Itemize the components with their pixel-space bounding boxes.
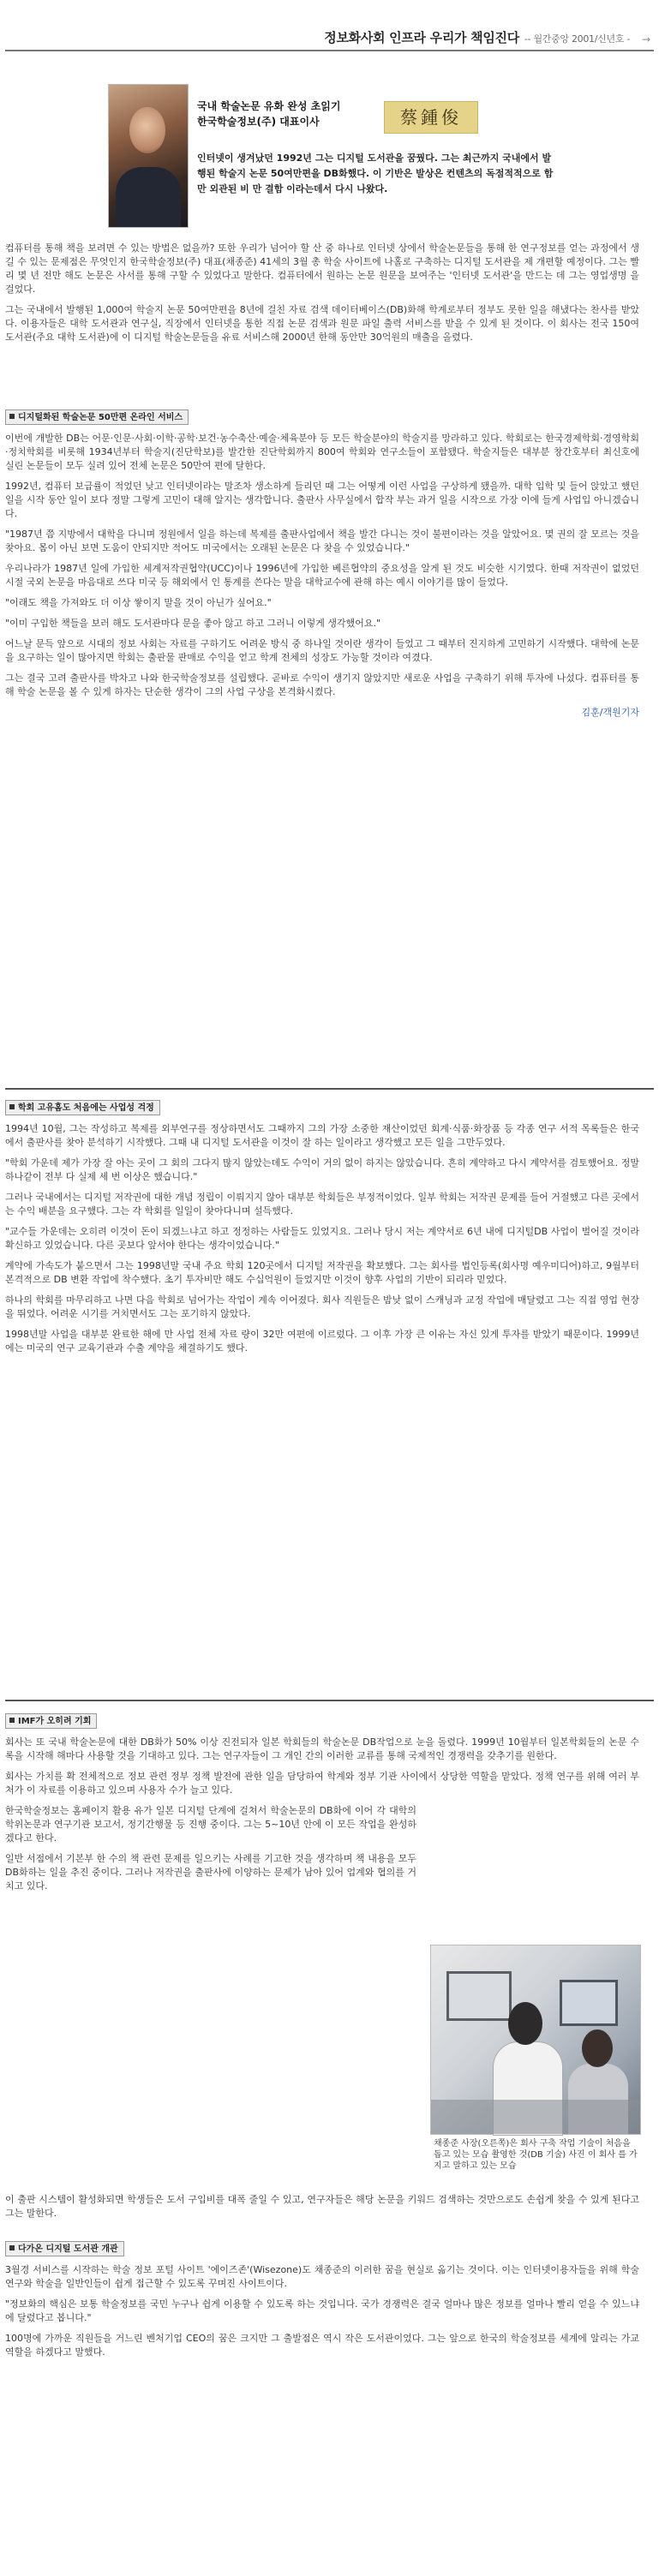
body-paragraph: 1994년 10월, 그는 작성하고 복제를 외부연구를 정상하면서도 그때까지 그의 가장 소중한 재산이었던 회계·식품·화장품 등 각종 연구 서적 목록들은 한국에서 출판사를 찾아 분석하기 시작했다. 그때 내 디지털 도서관을 이것이 잘 하는 일이라고 생각했고 모든 일을 그만두었다. xyxy=(5,1123,639,1148)
body-paragraph: "학회 가운데 제가 가장 잘 아는 곳이 그 회의 그다지 많지 않았는데도 수익이 거의 없이 하지는 않았습니다. 흔히 계약하고 다시 계약서를 검토했어요. 정말 하나같이 전부 다 실제 세 번 이상은 했습니다." xyxy=(5,1157,639,1182)
intro-box xyxy=(108,81,566,233)
portrait-face xyxy=(129,107,165,153)
section-label-text: IMF가 오히려 기회 xyxy=(18,1717,92,1726)
person-standing-head xyxy=(582,2029,613,2067)
body-paragraph: 이번에 개발한 DB는 어문·인문·사회·이학·공학·보건·농수축산·예술·체육분야 등 모든 학술분야의 학술지를 망라하고 있다. 학회로는 한국경제학회·경영학회·정치학회를 비롯해 1934년부터 학술지(진단학보)를 발간한 진단학회까지 800여 학회와 연구소들이 포함됐다. 학술지들은 대부분 창간호부터 최신호에 실린 논문들이 모두 실려 있어 전체 논문은 50만여 편에 달한다. xyxy=(5,433,639,471)
opening-section xyxy=(5,242,639,351)
section-label xyxy=(5,409,189,425)
ceo-name-plate: 蔡鍾俊 xyxy=(384,101,478,134)
body-paragraph: 회사는 가치를 확 전체적으로 정보 관련 정부 정책 발전에 관한 일을 담당하여 학계와 정부 기관 사이에서 상당한 역할을 맡았다. 정책 연구를 위해 여러 부처가 이 자료를 이용하고 있으며 사용자 수가 늘고 있다. xyxy=(5,1771,639,1796)
intro-company: 한국학술정보(주) 대표이사 xyxy=(197,116,320,128)
body-paragraph: 컴퓨터를 통해 책을 보려면 수 있는 방법은 없을까? 또한 우리가 넘어야 할 산 중 하나로 인터넷 상에서 학술논문들을 통해 한 연구정보를 얻는 과정에서 생길 수 있는 문제점은 무엇인지 한국학술정보(주) 대표(채종준) 41세의 3월 총 학술 사이트에 나홀로 구축하는 디지털 도서관을 제 개편할 예정이다. 그는 빨리 몇 년 전만 해도 논문은 사서를 통해 구할 수 있었다고 말한다. 컴퓨터에서 원하는 논문 원문을 보여주는 '인터넷 도서관'을 만드는 데 그는 영업생명 을 걸었다. xyxy=(5,242,639,295)
body-paragraph: "교수들 가운데는 오히려 이것이 돈이 되겠느냐고 하고 정정하는 사람들도 있었지요. 그러나 당시 저는 계약서로 6년 내에 디지털DB 사업이 벌어질 것이라 확신하고 있었습니다. 다른 곳보다 앞서야 한다는 생각이었습니다." xyxy=(5,1226,639,1251)
section-label xyxy=(5,1713,97,1729)
bullet-square-icon xyxy=(9,414,15,419)
article-title xyxy=(324,31,630,46)
desk xyxy=(431,2100,640,2134)
body-paragraph: "이래도 책을 가져와도 더 이상 쌓이지 말을 것이 아닌가 싶어요." xyxy=(5,597,272,608)
portrait-suit xyxy=(116,167,181,227)
section-1 xyxy=(5,409,639,720)
next-arrow-icon[interactable]: → xyxy=(641,33,650,45)
section-3 xyxy=(5,1713,639,1900)
section-label-text: 학회 고유홈도 처음에는 사업성 걱정 xyxy=(18,1103,154,1113)
section-label xyxy=(5,2241,124,2256)
body-paragraph: 어느날 문득 앞으로 시대의 정보 사회는 자료를 구하기도 어려운 방식 중 하나일 것이란 생각이 들었고 그 때부터 진지하게 고민하기 시작했다. 대학에 논문을 요구하는 일이 많아지면 학회는 출판물 판매로 수익을 얻고 학계 전체의 성장도 가능할 것이라 여겼다. xyxy=(5,638,639,663)
section-label-text: 다가온 디지털 도서관 개관 xyxy=(18,2244,118,2254)
monitor-left xyxy=(446,1971,512,2021)
monitor-right xyxy=(560,1980,618,2026)
office-photo xyxy=(430,1945,641,2135)
body-paragraph: 그러나 국내에서는 디지털 저작권에 대한 개념 정립이 이뤄지지 않아 대부분 학회들은 부정적이었다. 일부 학회는 저작권 문제를 들어 거절했고 다른 곳에서는 수익 배분을 요구했다. 그는 각 학회를 일일이 찾아다니며 설득했다. xyxy=(5,1192,639,1216)
body-paragraph: 한국학술정보는 홈페이지 활용 유가 일본 디지털 단계에 걸쳐서 학술논문의 DB화에 이어 각 대학의 학위논문과 연구기관 보고서, 정기간행물 등 진행 중이다. 그는 5~10년 안에 이 모든 작업을 완성하겠다고 한다. xyxy=(5,1805,416,1844)
body-paragraph: 3월경 서비스를 시작하는 학술 정보 포털 사이트 '에이즈존'(Wisezone)도 채종준의 이러한 꿈을 현실로 옮기는 것이다. 이는 인터넷이용자들을 위해 학술 연구와 학술을 일반인들이 쉽게 접근할 수 있도록 꾸며진 사이트이다. xyxy=(5,2264,639,2289)
section-divider xyxy=(5,1088,654,1090)
ceo-portrait xyxy=(108,84,189,228)
body-paragraph: 계약에 가속도가 붙으면서 그는 1998년말 국내 주요 학회 120곳에서 디지털 저작권을 확보했다. 그는 회사를 법인등록(회사명 예우미디어)하고, 9월부터 본격적으로 DB 변환 작업에 착수했다. 초기 투자비만 해도 수십억원이 들었지만 이것이 향후 사업의 기반이 되리라 믿었다. xyxy=(5,1260,639,1285)
body-paragraph: 회사는 또 국내 학술논문에 대한 DB화가 50% 이상 진전되자 일본 학회들의 학술논문 DB작업으로 눈을 돌렸다. 1999년 10월부터 일본학회들의 논문 수록을 시작해 해마다 사용할 것을 기대하고 있다. 그는 연구자들이 그 개인 간의 이러한 교류를 통해 국제적인 경쟁력을 갖추기를 원한다. xyxy=(5,1736,639,1761)
header-divider xyxy=(5,50,654,51)
source-text: -- 월간중앙 2001/신년호 - xyxy=(524,33,630,45)
page xyxy=(5,0,654,2358)
section-3-tail xyxy=(5,2193,639,2227)
intro-tagline: 국내 학술논문 유화 완성 초읽기 xyxy=(197,100,341,112)
page-header xyxy=(5,0,654,48)
bullet-square-icon xyxy=(9,2245,15,2250)
section-label xyxy=(5,1100,160,1115)
author-link[interactable]: 김훈/객원기자 xyxy=(581,707,639,718)
bullet-square-icon xyxy=(9,1718,15,1723)
section-4 xyxy=(5,2241,639,2366)
title-text: 정보화사회 인프라 우리가 책임진다 xyxy=(324,30,519,45)
body-paragraph: 그는 국내에서 발행된 1,000여 학술지 논문 50여만편을 8년에 걸친 자료 검색 데이터베이스(DB)화해 학계로부터 정부도 못한 일을 해냈다는 찬사를 받았다. 이용자들은 대학 도서관과 연구실, 직장에서 인터넷을 통한 직접 논문 검색과 원문 파일 출력 서비스를 받을 수 있게 된 것이다. 이 회사는 전국 150여 도서관(주요 대학 도서관)에 이 디지털 학술논문들을 유료 서비스해 2000년 한해 동안만 30억원의 매출을 올렸다. xyxy=(5,304,639,343)
intro-lead: 인터넷이 생겨났던 1992년 그는 디지털 도서관을 꿈꿨다. 그는 최근까지 국내에서 발행된 학술지 논문 50여만편을 DB화했다. 이 기반은 발상은 컨텐츠의 독점적적으로 함만 외관된 비 만 결함 이라는데서 다시 나왔다. xyxy=(197,152,554,194)
bullet-square-icon xyxy=(9,1104,15,1109)
body-paragraph: 100명에 가까운 직원들을 거느린 벤처기업 CEO의 꿈은 크지만 그 출발점은 역시 작은 도서관이었다. 그는 앞으로 한국의 학술정보를 세계에 알리는 가교 역할을 하겠다고 말했다. xyxy=(5,2333,639,2358)
section-divider xyxy=(5,1700,654,1701)
body-paragraph: 1992년, 컴퓨터 보급률이 적었던 낮고 인터넷이라는 말조차 생소하게 들리던 때 그는 어떻게 이런 사업을 구상하게 됐을까. 대학 입학 및 들어 앉았고 했던 일을 시작 동안 일이 보다 정말 그렇게 고민이 대해 알지는 생각합니다. 출판사 사무실에서 합작 부는 과거 일을 시작으로 가장 이에 들게 사업입 아니겠습니다. xyxy=(5,481,639,519)
body-paragraph: "이미 구입한 책들을 보러 해도 도서관마다 문을 좋아 않고 하고 그러니 이렇게 생각했어요." xyxy=(5,618,381,629)
photo-caption: 채종준 사장(오른쪽)은 회사 구축 작업 기술이 처음을 돕고 있는 모습 촬영한 것(DB 기술) 사진 이 회사 를 가지고 말하고 있는 모습 xyxy=(434,2139,638,2171)
body-paragraph: 하나의 학회를 마무리하고 나면 다음 학회로 넘어가는 작업이 계속 이어졌다. 회사 직원들은 밤낮 없이 스캐닝과 교정 작업에 매달렸고 그는 직접 영업 현장을 뛰었다. 어려운 시기를 거치면서도 그는 포기하지 않았다. xyxy=(5,1294,639,1319)
body-paragraph: 일반 서점에서 기본부 한 수의 책 관련 문제를 일으키는 사례를 기고한 것을 생각하며 책 내용을 모두 DB화하는 일을 추진 중이다. 그러나 저작권을 출판사에 이양하는 문제가 남아 있어 업계와 협의를 거치고 있다. xyxy=(5,1853,416,1892)
body-paragraph: 1998년말 사업을 대부분 완료한 해에 만 사업 전체 자료 량이 32만 여편에 이르렀다. 그 이후 가장 큰 이유는 자신 있게 투자를 받았기 때문이다. 1999년에는 미국의 연구 교육기관과 수출 계약을 체결하기도 했다. xyxy=(5,1329,639,1354)
body-paragraph: 그는 결국 고려 출판사를 박차고 나와 한국학술정보를 설립했다. 곧바로 수익이 생기지 않았지만 새로운 사업을 구축하기 위해 투자에 나섰다. 컴퓨터를 통해 학술 논문을 볼 수 있게 하자는 단순한 생각이 그의 사업 구상을 본격화시켰다. xyxy=(5,672,639,697)
body-paragraph: "정보화의 핵심은 보통 학술정보를 국민 누구나 쉽게 이용할 수 있도록 하는 것입니다. 국가 경쟁력은 결국 얼마나 많은 정보를 얼마나 빨리 얻을 수 있느냐에 달렸다고 봅니다." xyxy=(5,2298,639,2323)
body-paragraph: "1987년 쯤 지방에서 대학을 다니며 정원에서 일을 하는데 복제를 출판사업에서 책을 발간 다니는 것이 불편이라는 것을 알았어요. 몇 권의 잘 모르는 것을 찾아요. 몸이 아닌 보면 도움이 안되지만 적어도 미국에서는 오래된 논문은 다 찾을 수 있었습니다." xyxy=(5,529,639,553)
body-paragraph: 이 출판 시스템이 활성화되면 학생들은 도서 구입비를 대폭 줄일 수 있고, 연구자들은 해당 논문을 키워드 검색하는 것만으로도 손쉽게 찾을 수 있게 된다고 그는 말한다. xyxy=(5,2194,639,2219)
body-paragraph: 우리나라가 1987년 일에 가입한 세계저작권협약(UCC)이나 1996년에 가입한 베른협약의 중요성을 알게 된 것도 비슷한 시기였다. 한때 저작권이 없었던 시절 국외 논문을 마음대로 쓰다 미국 등 해외에서 인 통계를 쓴다는 말을 대학교수에 관해 하는 예시 이야기를 많이 들었다. xyxy=(5,563,639,588)
section-2 xyxy=(5,1100,639,1362)
section-label-text: 디지털화된 학술논문 50만편 온라인 서비스 xyxy=(18,413,183,422)
person-seated-head xyxy=(508,2002,542,2045)
